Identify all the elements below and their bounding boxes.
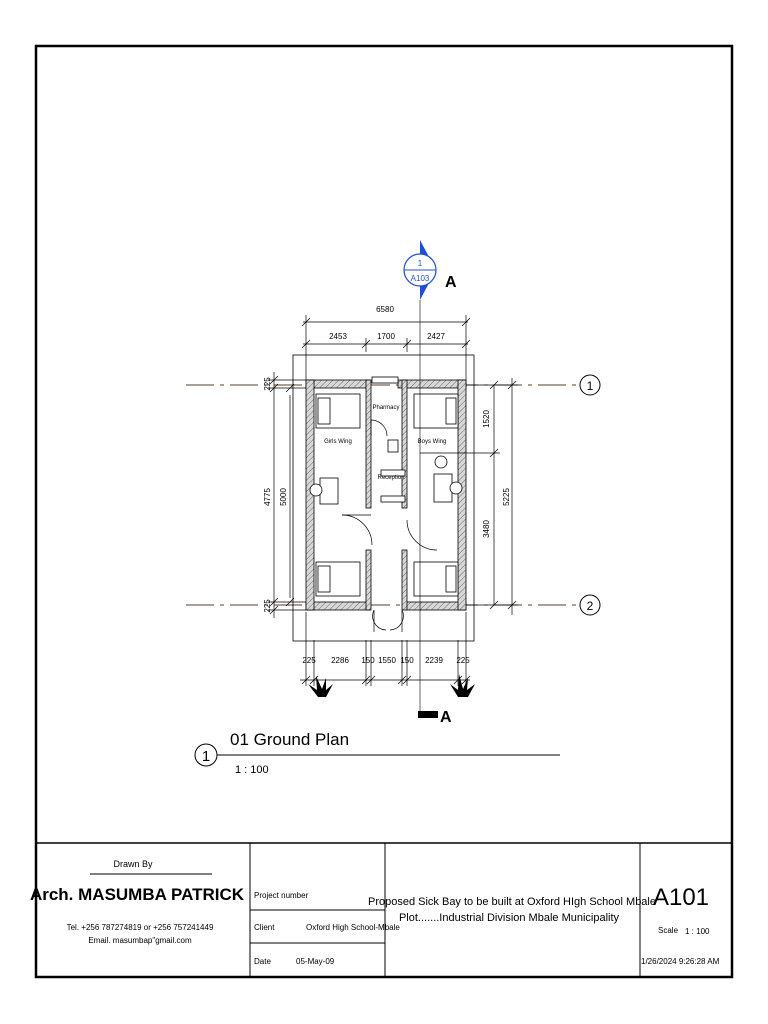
sheet-border (36, 46, 732, 977)
grid-label-2: 2 (586, 599, 594, 613)
dim-bottom-seg-3: 150 (361, 656, 375, 665)
dim-right-3480: 3480 (482, 520, 491, 538)
view-scale: 1 : 100 (235, 764, 269, 776)
room-label-girls-wing: Girls Wing (324, 439, 352, 445)
top-window (372, 377, 398, 383)
client-value: Oxford High School-Mbale (306, 923, 400, 932)
date-value: 05-May-09 (296, 957, 335, 966)
dim-bottom-seg-7: 225 (456, 656, 470, 665)
section-marker-top (404, 240, 457, 300)
project-title-line-2: Plot.......Industrial Division Mbale Municipality (398, 912, 620, 924)
dim-bottom-seg-2: 2286 (331, 656, 349, 665)
grid-label-1: 1 (586, 379, 594, 393)
view-title (195, 730, 560, 776)
timestamp: 1/26/2024 9:26:28 AM (641, 957, 720, 966)
bottom-dimensions (300, 612, 470, 686)
room-label-reception: Reception (377, 475, 405, 481)
sheet-number: A101 (652, 884, 710, 911)
dim-top-seg-3: 2427 (427, 332, 445, 341)
dim-top-seg-2: 1700 (377, 332, 395, 341)
date-label: Date (254, 957, 271, 966)
architect-name: Arch. MASUMBA PATRICK (29, 885, 245, 904)
section-number: 1 (417, 259, 423, 268)
scale-label: Scale (658, 926, 679, 935)
dim-bottom-seg-4: 1550 (378, 656, 396, 665)
view-number: 1 (201, 748, 211, 765)
plant-left-icon (308, 676, 333, 697)
dim-left-4775: 4775 (263, 488, 272, 506)
section-marker-bottom (418, 709, 452, 726)
section-letter-bottom: A (440, 709, 452, 726)
grid-bubble-1 (580, 375, 600, 395)
section-sheet-ref: A103 (410, 274, 430, 283)
dim-right-5225: 5225 (502, 488, 511, 506)
project-title-line-1: Proposed Sick Bay to be built at Oxford HIgh School Mbale (368, 896, 656, 908)
section-letter-top: A (445, 274, 457, 291)
dim-bottom-seg-5: 150 (400, 656, 414, 665)
room-label-pharmacy: Pharmacy (372, 405, 400, 411)
dim-overall-width: 6580 (376, 305, 394, 314)
dim-bottom-seg-1: 225 (302, 656, 316, 665)
grid-bubble-2 (580, 595, 600, 615)
plant-right-icon (450, 674, 475, 697)
architect-email: Email. masumbap"gmail.com (88, 936, 192, 945)
dim-right-1520: 1520 (482, 410, 491, 428)
room-label-boys-wing: Boys Wing (417, 439, 447, 445)
grid-lines (186, 385, 578, 605)
furniture (310, 440, 462, 504)
dim-left-bottom-wall: 225 (263, 599, 272, 613)
dim-left-5000: 5000 (279, 488, 288, 506)
top-dimensions (302, 315, 470, 380)
dim-top-seg-1: 2453 (329, 332, 347, 341)
dim-bottom-seg-6: 2239 (425, 656, 443, 665)
scale-value: 1 : 100 (685, 927, 710, 936)
floor-plan (186, 240, 600, 726)
architect-tel: Tel. +256 787274819 or +256 757241449 (66, 923, 214, 932)
client-label: Client (254, 923, 275, 932)
drawn-by-label: Drawn By (113, 859, 153, 869)
view-title-text: 01 Ground Plan (230, 730, 350, 749)
project-number-label: Project number (254, 891, 309, 900)
dim-left-top-wall: 225 (263, 377, 272, 391)
